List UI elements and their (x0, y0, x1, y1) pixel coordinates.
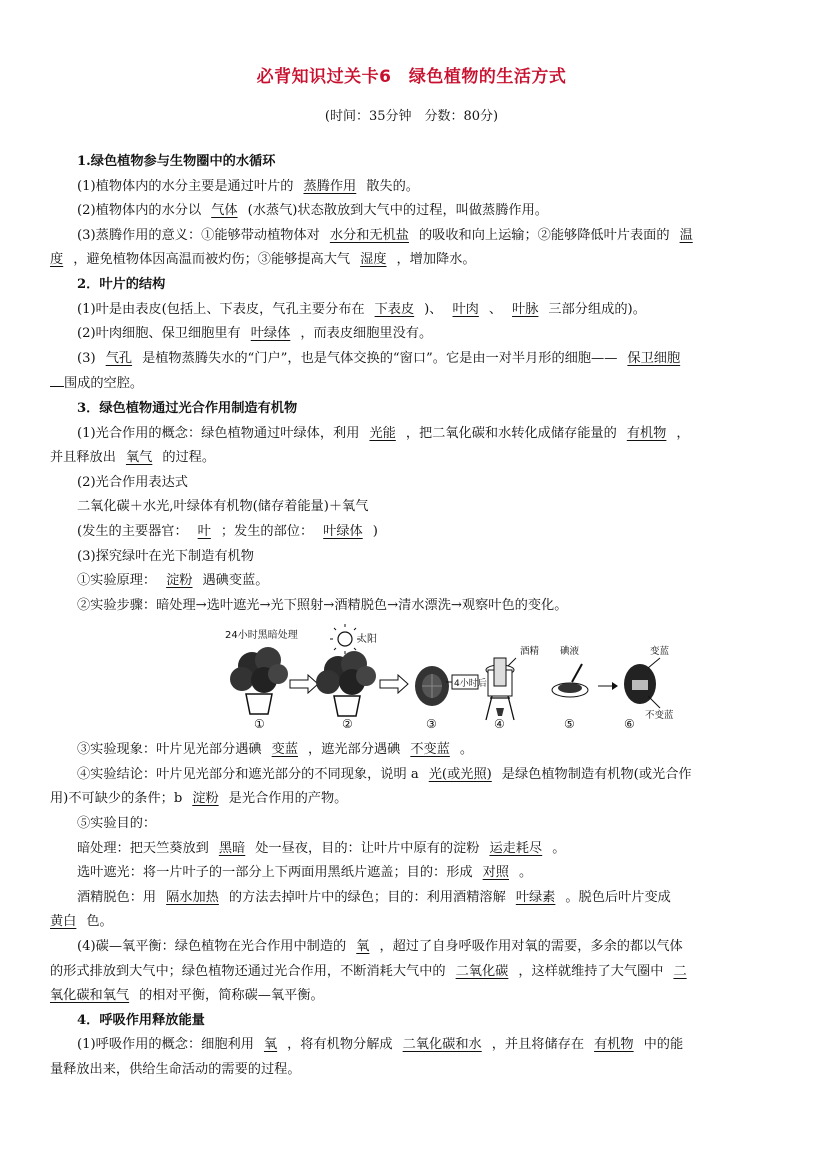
s3-line-6: (3)探究绿叶在光下制造有机物 (77, 548, 254, 564)
label-not-blue: 不变蓝 (645, 710, 674, 722)
s4-line-2: 量释放出来，供给生命活动的需要的过程。 (50, 1062, 301, 1077)
result-leaf-image (624, 658, 660, 708)
answer-blank: 气体 (211, 203, 238, 219)
s3-line-9: ③实验现象：叶片见光部分遇碘 变蓝 ，遮光部分遇碘 不变蓝 。 (50, 738, 773, 763)
s3-line-19: 氧化碳和氧气 的相对平衡，简称碳—氧平衡。 (50, 984, 773, 1009)
page-title: 必背知识过关卡6 绿色植物的生活方式 (256, 67, 567, 87)
worksheet-body (50, 150, 773, 1083)
step-number-3: ③ (426, 717, 437, 732)
label-turns-blue: 变蓝 (650, 646, 670, 658)
answer-blank: 气孔 (105, 350, 133, 366)
section-1-heading: 1.绿色植物参与生物圈中的水循环 (77, 154, 276, 169)
blank-underline (50, 371, 64, 387)
answer-blank: 度 (50, 252, 64, 268)
label-sun: 太阳 (357, 634, 377, 646)
s2-line-3: (3) 气孔 是植物蒸腾失水的“门户”，也是气体交换的“窗口”。它是由一对半月形的细胞—— 保卫细胞 (50, 347, 773, 372)
pointer-line (508, 658, 516, 666)
label-4-hours: 4小时后 (454, 679, 487, 690)
answer-blank: 光能 (369, 425, 396, 441)
section-4-heading: 4．呼吸作用释放能量 (77, 1012, 205, 1028)
s3-line-10: ④实验结论：叶片见光部分和遮光部分的不同现象，说明 a 光(或光照) 是绿色植物制造有机物(或光合作 (50, 763, 773, 788)
answer-blank: 湿度 (360, 252, 387, 268)
iodine-dish (552, 664, 588, 697)
answer-blank: 氧化碳和氧气 (50, 988, 130, 1004)
answer-blank: 黄白 (50, 914, 77, 930)
covered-leaf-image (415, 666, 449, 706)
answer-blank: 变蓝 (271, 742, 298, 758)
answer-blank: 对照 (482, 865, 509, 881)
answer-blank: 叶绿体 (250, 326, 291, 342)
answer-blank: 下表皮 (374, 301, 415, 317)
s3-line-14: 选叶遮光：将一片叶子的一部分上下两面用黑纸片遮盖；目的：形成 对照 。 (50, 861, 773, 886)
answer-blank: 蒸腾作用 (303, 178, 357, 194)
s3-line-16: 黄白 色。 (50, 910, 773, 935)
answer-blank: 光(或光照) (428, 766, 492, 782)
answer-blank: 淀粉 (192, 791, 219, 807)
sun-icon (330, 624, 360, 654)
answer-blank: 保卫细胞 (627, 350, 681, 366)
step-number-6: ⑥ (624, 717, 635, 732)
answer-blank: 叶绿体 (323, 523, 363, 539)
arrow-icon (290, 675, 318, 693)
arrow-icon (380, 675, 408, 693)
s3-line-7: ①实验原理： 淀粉 遇碘变蓝。 (50, 569, 773, 594)
answer-blank: 氧气 (125, 450, 153, 466)
s1-line-1: (1)植物体内的水分主要是通过叶片的 蒸腾作用 散失的。 (50, 175, 773, 200)
answer-blank: 有机物 (594, 1037, 634, 1053)
s2-line-4: 围成的空腔。 (50, 371, 773, 397)
answer-blank: 淀粉 (166, 573, 193, 589)
label-iodine: 碘液 (560, 646, 580, 658)
experiment-figure (50, 624, 773, 734)
answer-blank: 隔水加热 (166, 889, 219, 905)
s4-line-1: (1)呼吸作用的概念：细胞利用 氧 ，将有机物分解成 二氧化碳和水 ，并且将储存在 有机物 中的能 (50, 1033, 773, 1058)
label-alcohol: 酒精 (520, 646, 540, 658)
s3-line-13: 暗处理：把天竺葵放到 黑暗 处一昼夜，目的：让叶片中原有的淀粉 运走耗尽 。 (50, 837, 773, 862)
arrow-head (612, 682, 618, 690)
answer-blank: 二 (673, 963, 687, 979)
answer-blank: 水分和无机盐 (329, 227, 409, 243)
step-number-4: ④ (494, 717, 505, 732)
section-2-heading: 2．叶片的结构 (77, 276, 166, 292)
s3-line-2: 并且释放出 氧气 的过程。 (50, 446, 773, 471)
answer-blank: 叶肉 (452, 301, 479, 317)
answer-blank: 氧 (263, 1037, 278, 1053)
s3-line-11: 用)不可缺少的条件；b 淀粉 是光合作用的产物。 (50, 787, 773, 812)
step-number-5: ⑤ (564, 717, 575, 732)
answer-blank: 运走耗尽 (489, 840, 543, 856)
water-bath-apparatus (486, 658, 514, 720)
answer-blank: 不变蓝 (410, 742, 450, 758)
answer-blank: 叶脉 (512, 301, 539, 317)
s1-line-3: (3)蒸腾作用的意义：①能够带动植物体对 水分和无机盐 的吸收和向上运输；②能够降低叶片表面的 温 (50, 224, 773, 249)
photosynthesis-expression: 二氧化碳＋水光,叶绿体有机物(储存着能量)＋氧气 (77, 499, 369, 515)
plant-2-image (316, 651, 376, 716)
s3-line-5: (发生的主要器官： 叶 ；发生的部位： 叶绿体 ) (50, 520, 773, 545)
s2-line-2: (2)叶肉细胞、保卫细胞里有 叶绿体 ，而表皮细胞里没有。 (50, 322, 773, 347)
page-subtitle: (时间：35分钟 分数：80分) (324, 109, 499, 124)
label-dark-treatment: 24小时黑暗处理 (225, 630, 298, 642)
answer-blank: 叶 (197, 523, 211, 539)
experiment-diagram (220, 624, 690, 732)
s1-line-2: (2)植物体内的水分以 气体 (水蒸气)状态散放到大气中的过程，叫做蒸腾作用。 (50, 199, 773, 224)
plant-1-image (230, 647, 288, 714)
step-number-2: ② (342, 717, 353, 732)
s3-line-12: ⑤实验目的： (77, 816, 157, 832)
answer-blank: 二氧化碳和水 (402, 1037, 482, 1053)
section-3-heading: 3．绿色植物通过光合作用制造有机物 (77, 400, 298, 416)
s3-line-1: (1)光合作用的概念：绿色植物通过叶绿体，利用 光能 ，把二氧化碳和水转化成储存能量的 有机物 ， (50, 422, 773, 447)
s2-line-1: (1)叶是由表皮(包括上、下表皮，气孔主要分布在 下表皮 )、 叶肉 、 叶脉 三部分组成的)。 (50, 298, 773, 323)
step-number-1: ① (254, 717, 265, 732)
answer-blank: 温 (679, 227, 693, 243)
s3-line-3: (2)光合作用表达式 (77, 474, 188, 490)
s3-line-8: ②实验步骤：暗处理→选叶遮光→光下照射→酒精脱色→清水漂洗→观察叶色的变化。 (77, 597, 568, 613)
answer-blank: 黑暗 (218, 840, 246, 856)
s3-line-18: 的形式排放到大气中；绿色植物还通过光合作用，不断消耗大气中的 二氧化碳 ，这样就维持了大气圈中 二 (50, 960, 773, 985)
s3-line-17: (4)碳—氧平衡：绿色植物在光合作用中制造的 氧 ，超过了自身呼吸作用对氧的需要，多余的都以气体 (50, 935, 773, 960)
answer-blank: 氧 (356, 939, 370, 955)
s1-line-4: 度 ，避免植物体因高温而被灼伤；③能够提高大气 湿度 ，增加降水。 (50, 248, 773, 273)
s3-line-15: 酒精脱色：用 隔水加热 的方法去掉叶片中的绿色；目的：利用酒精溶解 叶绿素 。脱色后叶片变成 (50, 886, 773, 911)
answer-blank: 二氧化碳 (455, 963, 509, 979)
answer-blank: 叶绿素 (515, 889, 556, 905)
answer-blank: 有机物 (626, 425, 667, 441)
